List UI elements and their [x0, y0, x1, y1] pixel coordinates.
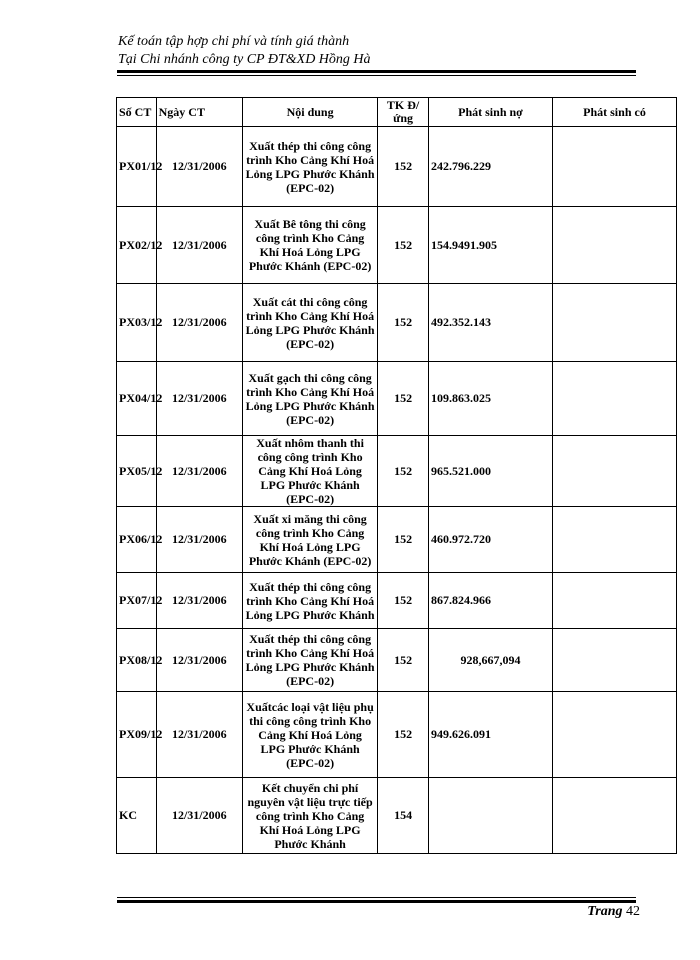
table-row — [117, 692, 677, 778]
cell-ngay-ct: 12/31/2006 — [156, 629, 242, 692]
cell-so-ct: PX01/12 — [117, 127, 157, 207]
cell-phat-sinh-no: 460.972.720 — [428, 507, 552, 573]
header-title: Kế toán tập hợp chi phí và tính giá thành — [118, 34, 350, 49]
col-header-phat-sinh-co: Phát sinh có — [552, 98, 676, 127]
cell-phat-sinh-no: 154.9491.905 — [428, 207, 552, 284]
cell-ngay-ct: 12/31/2006 — [156, 692, 242, 778]
cell-phat-sinh-co — [552, 436, 676, 507]
cell-phat-sinh-no: 949.626.091 — [428, 692, 552, 778]
cell-so-ct: PX06/12 — [117, 507, 157, 573]
cell-ngay-ct: 12/31/2006 — [156, 436, 242, 507]
page-footer — [560, 904, 640, 920]
cell-ngay-ct: 12/31/2006 — [156, 507, 242, 573]
cell-tk-doi-ung: 152 — [378, 127, 429, 207]
cell-phat-sinh-no: 965.521.000 — [428, 436, 552, 507]
cell-tk-doi-ung: 152 — [378, 507, 429, 573]
cell-so-ct: PX05/12 — [117, 436, 157, 507]
cell-ngay-ct: 12/31/2006 — [156, 127, 242, 207]
cell-ngay-ct: 12/31/2006 — [156, 778, 242, 854]
cell-so-ct: KC — [117, 778, 157, 854]
cell-ngay-ct: 12/31/2006 — [156, 284, 242, 362]
ledger-table — [116, 97, 677, 854]
col-header-phat-sinh-no: Phát sinh nợ — [428, 98, 552, 127]
cell-phat-sinh-no: 928,667,094 — [428, 629, 552, 692]
cell-phat-sinh-co — [552, 573, 676, 629]
cell-phat-sinh-no: 109.863.025 — [428, 362, 552, 436]
cell-phat-sinh-co — [552, 207, 676, 284]
cell-so-ct: PX07/12 — [117, 573, 157, 629]
cell-so-ct: PX03/12 — [117, 284, 157, 362]
cell-tk-doi-ung: 152 — [378, 692, 429, 778]
cell-phat-sinh-co — [552, 127, 676, 207]
cell-phat-sinh-co — [552, 507, 676, 573]
table-row — [117, 629, 677, 692]
cell-noi-dung: Xuấtcác loại vật liệu phụ thi công công trình Kho Cảng Khí Hoá Lỏng LPG Phước Khánh (EPC-02) — [243, 692, 378, 778]
footer-rule-thin — [117, 897, 636, 898]
cell-tk-doi-ung: 152 — [378, 436, 429, 507]
table-row — [117, 207, 677, 284]
col-header-tk-doi-ung: TK Đ/ứng — [378, 98, 429, 127]
cell-ngay-ct: 12/31/2006 — [156, 573, 242, 629]
page-label: Trang — [587, 904, 623, 919]
cell-so-ct: PX04/12 — [117, 362, 157, 436]
cell-phat-sinh-no: 242.796.229 — [428, 127, 552, 207]
cell-phat-sinh-no: 492.352.143 — [428, 284, 552, 362]
table-row — [117, 284, 677, 362]
cell-tk-doi-ung: 152 — [378, 362, 429, 436]
cell-so-ct: PX08/12 — [117, 629, 157, 692]
col-header-so-ct: Số CT — [117, 98, 157, 127]
cell-tk-doi-ung: 154 — [378, 778, 429, 854]
cell-ngay-ct: 12/31/2006 — [156, 362, 242, 436]
cell-noi-dung: Xuất thép thi công công trình Kho Cảng Khí Hoá Lỏng LPG Phước Khánh (EPC-02) — [243, 127, 378, 207]
table-header-row — [117, 98, 677, 127]
table-row — [117, 362, 677, 436]
cell-phat-sinh-no — [428, 778, 552, 854]
cell-noi-dung: Xuất nhôm thanh thi công công trình Kho Cảng Khí Hoá Lỏng LPG Phước Khánh (EPC-02) — [243, 436, 378, 507]
cell-phat-sinh-co — [552, 692, 676, 778]
table-row — [117, 573, 677, 629]
cell-noi-dung: Xuất cát thi công công trình Kho Cảng Khí Hoá Lỏng LPG Phước Khánh (EPC-02) — [243, 284, 378, 362]
cell-noi-dung: Xuất gạch thi công công trình Kho Cảng Khí Hoá Lỏng LPG Phước Khánh (EPC-02) — [243, 362, 378, 436]
cell-tk-doi-ung: 152 — [378, 207, 429, 284]
header-company: Tại Chi nhánh công ty CP ĐT&XD Hồng Hà — [118, 52, 371, 67]
page-number: 42 — [626, 904, 640, 919]
cell-noi-dung: Xuất thép thi công công trình Kho Cảng Khí Hoá Lỏng LPG Phước Khánh — [243, 573, 378, 629]
cell-noi-dung: Xuất thép thi công công trình Kho Cảng Khí Hoá Lỏng LPG Phước Khánh (EPC-02) — [243, 629, 378, 692]
col-header-ngay-ct: Ngày CT — [156, 98, 242, 127]
footer-rule-thick — [117, 900, 636, 903]
cell-phat-sinh-co — [552, 778, 676, 854]
cell-tk-doi-ung: 152 — [378, 629, 429, 692]
cell-tk-doi-ung: 152 — [378, 573, 429, 629]
cell-ngay-ct: 12/31/2006 — [156, 207, 242, 284]
header-rule-thin — [117, 75, 636, 76]
cell-so-ct: PX02/12 — [117, 207, 157, 284]
cell-so-ct: PX09/12 — [117, 692, 157, 778]
table-row — [117, 507, 677, 573]
cell-noi-dung: Xuất xi măng thi công công trình Kho Cảng Khí Hoá Lỏng LPG Phước Khánh (EPC-02) — [243, 507, 378, 573]
table-row — [117, 436, 677, 507]
col-header-noi-dung: Nội dung — [243, 98, 378, 127]
header-rule-thick — [117, 70, 636, 73]
cell-noi-dung: Xuất Bê tông thi công công trình Kho Cảng Khí Hoá Lỏng LPG Phước Khánh (EPC-02) — [243, 207, 378, 284]
table-row — [117, 778, 677, 854]
table-row — [117, 127, 677, 207]
cell-phat-sinh-co — [552, 362, 676, 436]
cell-phat-sinh-no: 867.824.966 — [428, 573, 552, 629]
cell-noi-dung: Kết chuyển chi phí nguyên vật liệu trực tiếp công trình Kho Cảng Khí Hoá Lỏng LPG Phước Khánh — [243, 778, 378, 854]
document-header — [118, 33, 638, 69]
cell-tk-doi-ung: 152 — [378, 284, 429, 362]
cell-phat-sinh-co — [552, 629, 676, 692]
cell-phat-sinh-co — [552, 284, 676, 362]
